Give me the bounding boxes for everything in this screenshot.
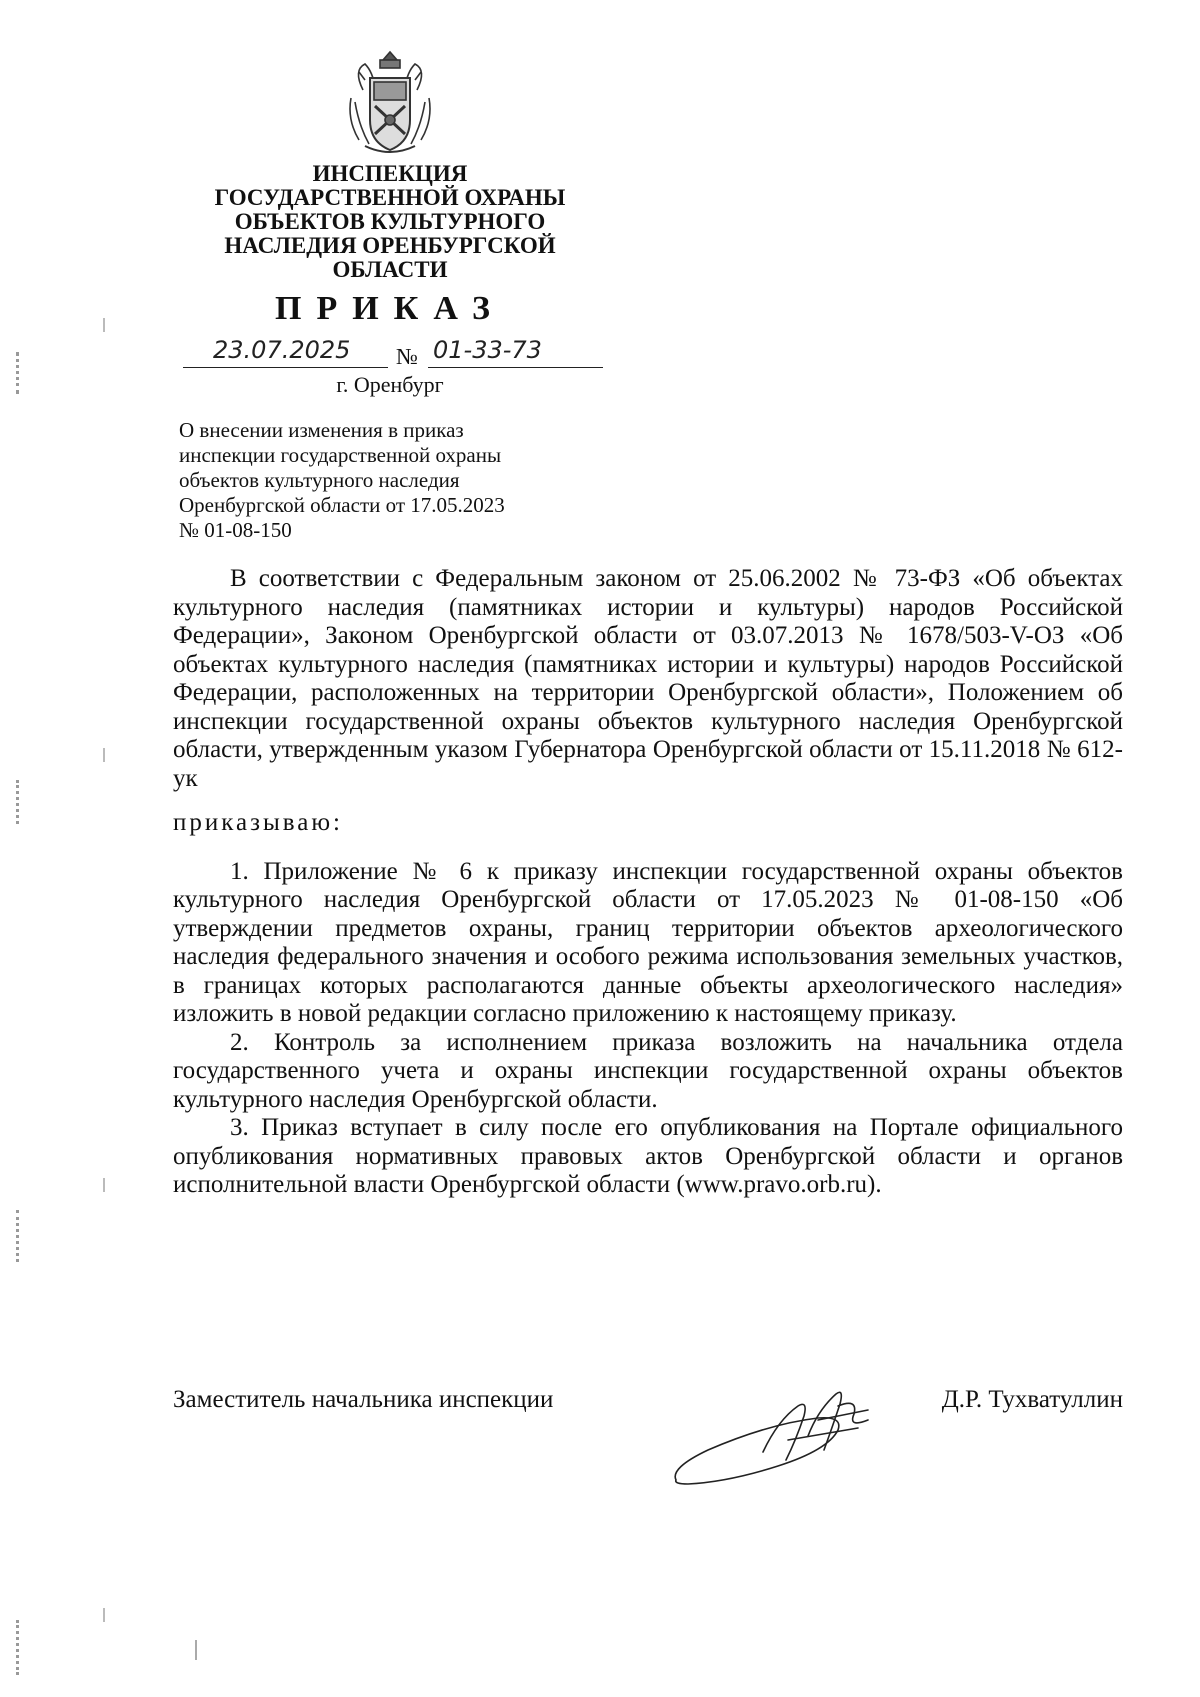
organization-title: [175, 162, 605, 282]
scan-mark: [103, 748, 105, 762]
document-type: ПРИКАЗ: [275, 290, 505, 327]
scan-mark: [16, 780, 24, 824]
subject-line: Оренбургской области от 17.05.2023: [179, 493, 505, 517]
order-item: 2. Контроль за исполнением приказа возложить на начальника отдела государственного учета и охраны инспекции государственной охраны объектов культурного наследия Оренбургской области.: [173, 1028, 1123, 1113]
scan-mark: [103, 318, 105, 332]
scan-mark: [103, 1178, 105, 1192]
scan-mark: [195, 1640, 197, 1660]
handwritten-number: 01-33-73: [433, 336, 542, 364]
order-word: приказываю:: [173, 809, 343, 836]
signer-name: Д.Р. Тухватуллин: [941, 1386, 1123, 1413]
order-item: 1. Приложение № 6 к приказу инспекции государственной охраны объектов культурного наследия Оренбургской области от 17.05.2023 № 01-08-150 «Об утверждении предметов охраны, границ территории объектов археологического наследия федерального значения и особого режима использования земельных участков, в границах которых располагаются данные объекты археологического наследия» изложить в новой редакции согласно приложению к настоящему приказу.: [173, 857, 1123, 1027]
document-body: [173, 565, 1123, 1200]
org-line: ИНСПЕКЦИЯ: [312, 161, 468, 186]
org-line: НАСЛЕДИЯ ОРЕНБУРГСКОЙ: [224, 233, 556, 258]
number-rule: [428, 367, 603, 368]
scan-mark: [16, 352, 24, 394]
subject-line: № 01-08-150: [179, 518, 292, 542]
date-number-line: [183, 336, 603, 374]
subject-line: инспекции государственной охраны: [179, 443, 502, 467]
city: г. Оренбург: [336, 372, 444, 397]
org-line: ГОСУДАРСТВЕННОЙ ОХРАНЫ: [214, 185, 566, 210]
number-label: №: [396, 344, 418, 369]
date-rule: [183, 367, 388, 368]
signer-position: Заместитель начальника инспекции: [173, 1386, 554, 1413]
coat-of-arms-icon: [345, 50, 435, 160]
subject-line: объектов культурного наследия: [179, 468, 460, 492]
org-line: ОБЪЕКТОВ КУЛЬТУРНОГО: [234, 209, 546, 234]
preamble: В соответствии с Федеральным законом от 25.06.2002 № 73-ФЗ «Об объектах культурного наследия (памятниках истории и культуры) народов Российской Федерации», Законом Оренбургской области от 03.07.2013 № 1678/503-V-ОЗ «Об объектах культурного наследия (памятниках истории и культуры) народов Российской Федерации, расположенных на территории Оренбургской области», Положением об инспекции государственной охраны объектов культурного наследия Оренбургской области, утвержденным указом Губернатора Оренбургской области от 15.11.2018 № 612-ук: [173, 565, 1123, 792]
scan-mark: [16, 1210, 24, 1262]
subject-block: [179, 418, 579, 543]
subject-line: О внесении изменения в приказ: [179, 418, 464, 442]
scan-mark: [103, 1608, 105, 1622]
scan-mark: [16, 1620, 24, 1675]
signature-block: [173, 1380, 1123, 1490]
order-item: 3. Приказ вступает в силу после его опубликования на Портале официального опубликования нормативных правовых актов Оренбургской области и органов исполнительной власти Оренбургской области (www.pravo.orb.ru).: [173, 1114, 1123, 1198]
org-line: ОБЛАСТИ: [332, 257, 448, 282]
handwritten-date: 23.07.2025: [213, 336, 351, 364]
handwritten-signature-icon: [668, 1380, 898, 1490]
